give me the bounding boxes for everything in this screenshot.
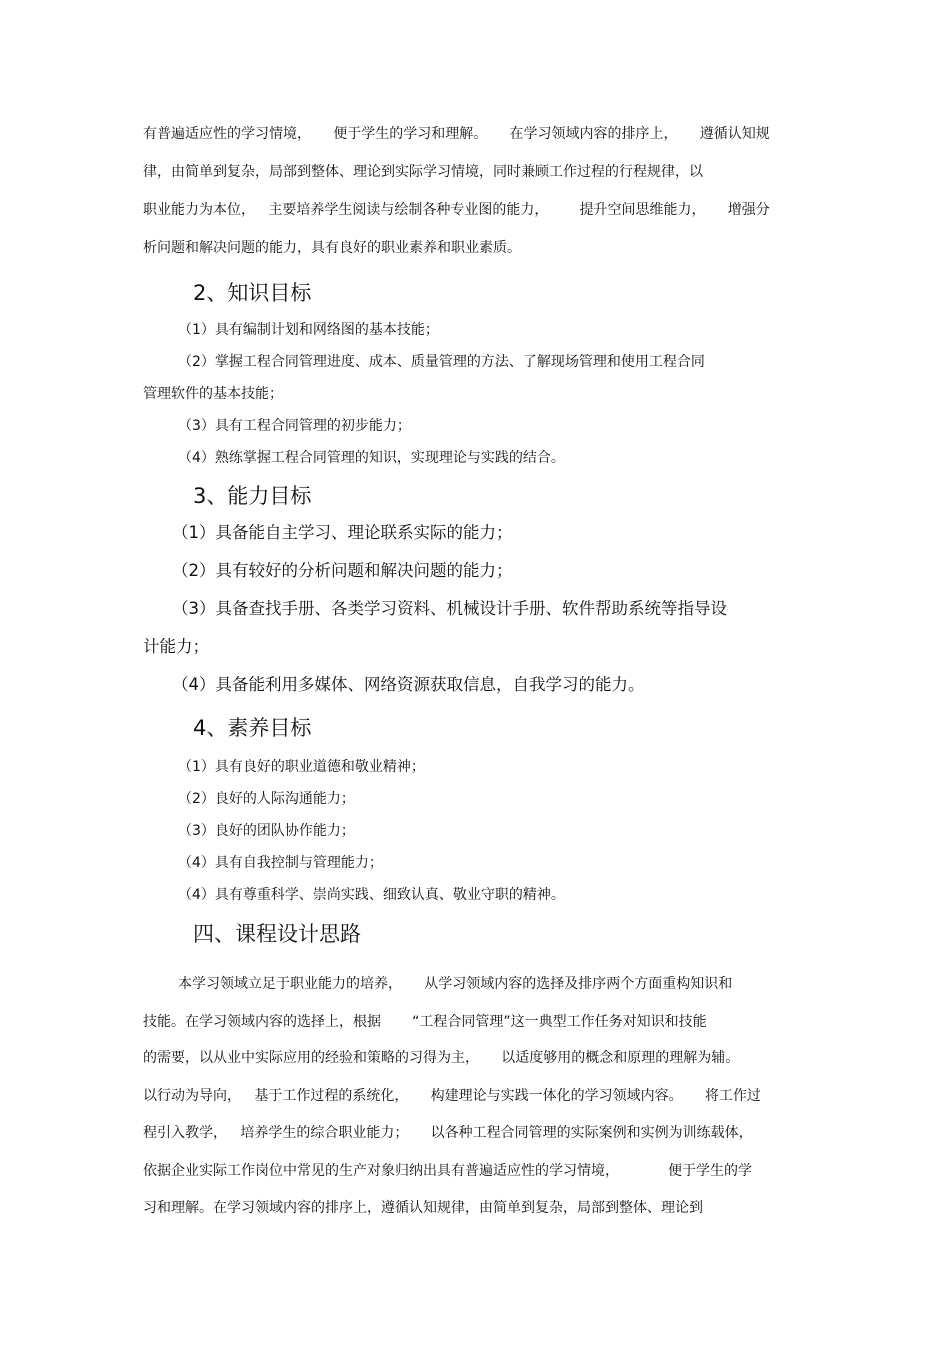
quality-item-3: （3）良好的团队协作能力； bbox=[178, 823, 355, 839]
design-line-7: 习和理解。在学习领域内容的排序上，遵循认知规律，由简单到复杂，局部到整体、理论到 bbox=[143, 1200, 703, 1216]
ability-item-3: （3）具备查找手册、各类学习资料、机械设计手册、软件帮助系统等指导设 bbox=[172, 599, 727, 618]
design-heading: 四、课程设计思路 bbox=[193, 922, 361, 946]
intro-line-3: 职业能力为本位， 主要培养学生阅读与绘制各种专业图的能力， 提升空间思维能力， 增强分 bbox=[143, 202, 770, 218]
design-line-3: 的需要，以从业中实际应用的经验和策略的习得为主， 以适度够用的概念和原理的理解为辅。 bbox=[143, 1050, 740, 1066]
design-line-1: 本学习领域立足于职业能力的培养， 从学习领域内容的选择及排序两个方面重构知识和 bbox=[178, 976, 733, 992]
knowledge-item-2-cont: 管理软件的基本技能； bbox=[143, 386, 283, 402]
intro-line-4: 析问题和解决问题的能力，具有良好的职业素养和职业素质。 bbox=[143, 240, 521, 256]
ability-item-4: （4）具备能利用多媒体、网络资源获取信息，自我学习的能力。 bbox=[172, 675, 645, 694]
design-line-2: 技能。在学习领域内容的选择上，根据 “工程合同管理”这一典型工作任务对知识和技能 bbox=[143, 1014, 707, 1030]
quality-heading: 4、素养目标 bbox=[193, 716, 312, 740]
ability-item-3-cont: 计能力； bbox=[143, 637, 209, 656]
knowledge-item-1: （1）具有编制计划和网络图的基本技能； bbox=[178, 322, 439, 338]
intro-line-1: 有普遍适应性的学习情境， 便于学生的学习和理解。 在学习领域内容的排序上， 遵循认知规 bbox=[143, 126, 770, 142]
knowledge-heading: 2、知识目标 bbox=[193, 281, 312, 305]
quality-item-4: （4）具有自我控制与管理能力； bbox=[178, 855, 383, 871]
quality-item-1: （1）具有良好的职业道德和敬业精神； bbox=[178, 759, 425, 775]
quality-item-2: （2）良好的人际沟通能力； bbox=[178, 791, 355, 807]
design-line-5: 程引入教学， 培养学生的综合职业能力； 以各种工程合同管理的实际案例和实例为训练载体， bbox=[143, 1125, 753, 1141]
design-line-4: 以行动为导向， 基于工作过程的系统化， 构建理论与实践一体化的学习领域内容。 将工作过 bbox=[143, 1088, 761, 1104]
quality-item-5: （4）具有尊重科学、崇尚实践、细致认真、敬业守职的精神。 bbox=[178, 887, 565, 903]
intro-line-2: 律，由简单到复杂，局部到整体、理论到实际学习情境，同时兼顾工作过程的行程规律，以 bbox=[143, 164, 703, 180]
knowledge-item-2: （2）掌握工程合同管理进度、成本、质量管理的方法、了解现场管理和使用工程合同 bbox=[178, 354, 705, 370]
ability-item-1: （1）具备能自主学习、理论联系实际的能力； bbox=[172, 523, 513, 542]
ability-heading: 3、能力目标 bbox=[193, 484, 312, 508]
knowledge-item-3: （3）具有工程合同管理的初步能力； bbox=[178, 418, 411, 434]
design-line-6: 依据企业实际工作岗位中常见的生产对象归纳出具有普遍适应性的学习情境， 便于学生的学 bbox=[143, 1163, 752, 1179]
knowledge-item-4: （4）熟练掌握工程合同管理的知识，实现理论与实践的结合。 bbox=[178, 450, 565, 466]
ability-item-2: （2）具有较好的分析问题和解决问题的能力； bbox=[172, 561, 513, 580]
